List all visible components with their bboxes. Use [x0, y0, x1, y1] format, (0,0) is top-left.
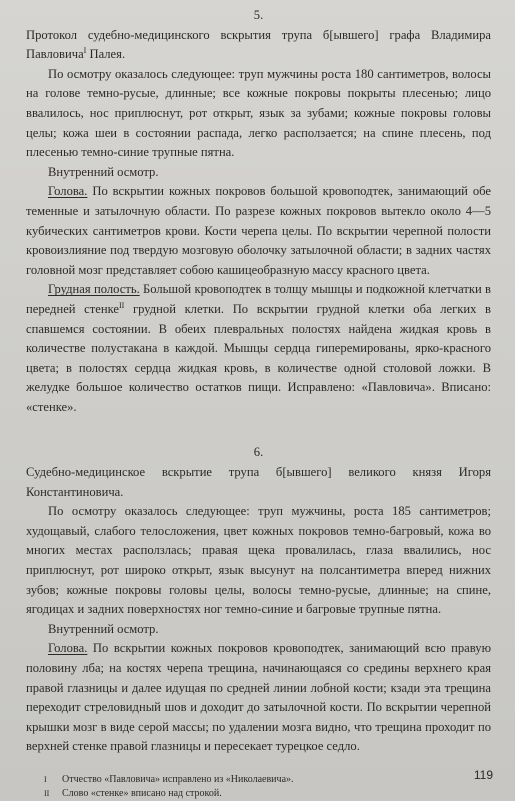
page-number: 119: [473, 768, 493, 783]
head-paragraph: [26, 182, 491, 280]
chest-label: Грудная полость.: [48, 282, 140, 297]
footnotes: [26, 773, 491, 801]
section-number: 5.: [253, 8, 264, 22]
section-spacer: [26, 417, 491, 443]
head-label: Голова.: [48, 641, 88, 656]
chest-paragraph: [26, 280, 491, 417]
head-text: По вскрытии кожных покровов кровоподтек, занимающий всю правую половину лба; на костях черепа трещина, начинающаяся со средины верхнего края правой глазницы и далее идущая по средней линии лобной кости; кзади эта трещина переходит стреловидный шов и доходит до затылочной кости. По вскрытии черепной крышки мозг в виде серой массы; по удалении мозга видно, что трещина проходит по верхней стенке правой глазницы и пересекает турецкое седло.: [26, 641, 491, 754]
footnote-ref: I: [83, 46, 87, 56]
external-exam-paragraph: По осмотру оказалось следующее: труп мужчины роста 180 сантиметров, волосы на голове темно-русые, длинные; все кожные покровы покрыты плесенью; лицо ввалилось, нос приплюснут, рот открыт, язык за зубами; кожные покровы головы целы; кожа шеи в состоянии распада, легко расползается; на спине плесень, под плесенью темно-синие трупные пятна.: [26, 66, 491, 160]
title-text-end: Палея.: [86, 47, 126, 62]
chest-text: Большой кровоподтек в толщу мышцы и подкожной клетчатки в передней стенке: [26, 282, 491, 316]
head-label: Голова.: [48, 184, 88, 199]
footnote: [44, 787, 491, 801]
footnote: [44, 773, 491, 787]
chest-text-end: грудной клетки. По вскрытии грудной клетки оба легких в спавшемся состоянии. В обеих плевральных полостях найдена жидкая кровь в количестве полустакана в каждой. Мышцы сердца гиперемированы, ярко-красного цвета; в полостях сердца жидкая кровь, в количестве одной столовой ложки. В желудке большое количество остатков пищи. Исправлено: «Павловича». Вписано: «стенке».: [26, 301, 491, 414]
internal-exam-heading: Внутренний осмотр.: [48, 164, 159, 179]
footnote-mark: II: [44, 788, 50, 798]
footnote-mark: I: [44, 774, 47, 784]
footnote-text: Слово «стенке» вписано над строкой.: [62, 787, 222, 799]
section-title: Судебно-медицинское вскрытие трупа б[ывшего] великого князя Игоря Константиновича.: [26, 465, 491, 499]
external-exam-paragraph: По осмотру оказалось следующее: труп мужчины, роста 185 сантиметров; худощавый, слабого телосложения, цвет кожных покровов темно-багровый, кожа во многих местах расползлась; правая щека провалилась, глаза ввалились, нос приплюснут, рот широко открыт, язык высунут на полсантиметра вперед нижних зубов; кожные покровы головы целы, волосы темно-русые, длинные; на спине, ягодицах и задних поверхностях ног темно-синие и багровые трупные пятна.: [26, 504, 491, 617]
footnote-text: Отчество «Павловича» исправлено из «Николаевича».: [62, 773, 294, 785]
head-text: По вскрытии кожных покровов большой кровоподтек, занимающий обе теменные и затылочную области. По разрезе кожных покровов вытекло около 4—5 кубических сантиметров крови. Кости черепа целы. По вскрытии черепной полости кровоизлияние под твердую мозговую оболочку затылочной области; в задних частях головной мозг представляет собою кашицеобразную массу красного цвета.: [26, 184, 491, 277]
section-title: [26, 26, 491, 65]
head-paragraph: [26, 639, 491, 757]
internal-exam-heading: Внутренний осмотр.: [48, 621, 159, 636]
section-number: 6.: [253, 445, 264, 460]
footnote-ref: II: [118, 300, 125, 310]
title-text: Протокол судебно-медицинского вскрытия трупа б[ывшего] графа Владимира Павловича: [26, 27, 491, 62]
